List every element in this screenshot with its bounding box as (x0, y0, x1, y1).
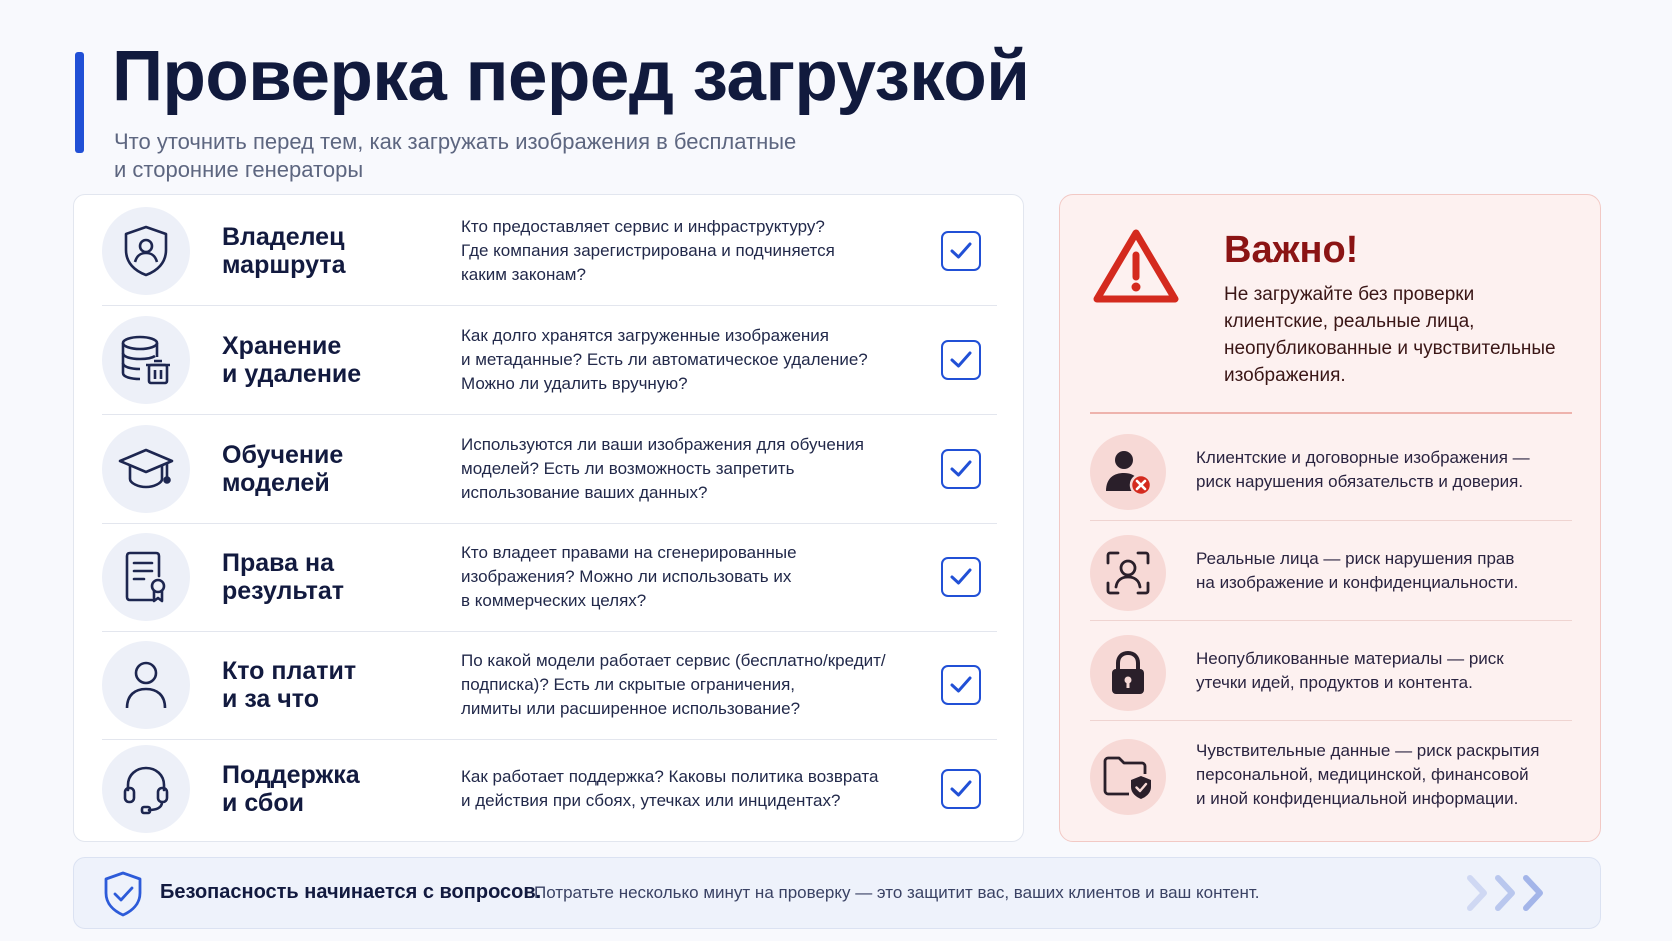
checklist-row-storage (102, 306, 997, 414)
row-desc-line: в коммерческих целях? (461, 591, 647, 610)
risk-text-line: персональной, медицинской, финансовой (1196, 765, 1529, 784)
warning-triangle-icon (1092, 227, 1180, 310)
folder-shield-icon (1090, 739, 1166, 815)
risk-item-unpublished (1090, 621, 1572, 721)
row-checkbox[interactable] (941, 557, 981, 597)
checklist-row-owner (102, 197, 997, 305)
check-icon (949, 675, 973, 695)
row-desc-line: моделей? Есть ли возможность запретить (461, 459, 795, 478)
banner-headline: Безопасность начинается с вопросов. (160, 881, 542, 903)
page-subtitle (114, 128, 934, 184)
graduation-cap-icon (102, 425, 190, 513)
check-icon (949, 350, 973, 370)
row-desc-line: Используются ли ваши изображения для обучения (461, 435, 864, 454)
row-desc-line: По какой модели работает сервис (бесплатно/кредит/ (461, 651, 886, 670)
row-desc-line: Кто владеет правами на сгенерированные (461, 543, 797, 562)
risk-text (1196, 725, 1566, 825)
row-description (461, 631, 901, 739)
row-description (461, 735, 901, 843)
row-desc-line: Можно ли удалить вручную? (461, 374, 688, 393)
row-title (222, 306, 452, 414)
risk-divider (1090, 720, 1572, 721)
row-checkbox[interactable] (941, 449, 981, 489)
row-desc-line: Где компания зарегистрирована и подчиняется (461, 241, 835, 260)
shield-check-icon (102, 870, 144, 923)
row-title-line: и за что (222, 685, 319, 713)
checklist-row-support (102, 735, 997, 843)
chevrons-right-icon (1464, 872, 1554, 914)
checklist-row-training (102, 415, 997, 523)
row-desc-line: лимиты или расширенное использование? (461, 699, 801, 718)
warning-text-line: клиентские, реальные лица, (1224, 311, 1475, 332)
row-checkbox[interactable] (941, 340, 981, 380)
user-icon (102, 641, 190, 729)
risk-text (1196, 420, 1566, 520)
row-title-line: Владелец (222, 223, 345, 251)
checklist-row-payment (102, 631, 997, 739)
checklist-row-rights (102, 523, 997, 631)
warning-text-line: Не загружайте без проверки (1224, 284, 1475, 305)
warning-text-line: изображения. (1224, 365, 1346, 386)
row-title-line: Права на результат (222, 549, 344, 605)
risk-text-line: Чувствительные данные — риск раскрытия (1196, 741, 1540, 760)
row-title-line: Хранение (222, 332, 342, 360)
row-title (222, 523, 452, 631)
row-title (222, 631, 452, 739)
row-description (461, 523, 901, 631)
checklist-card (73, 194, 1024, 842)
row-desc-line: каким законам? (461, 265, 586, 284)
headset-icon (102, 745, 190, 833)
row-title (222, 735, 452, 843)
page-title: Проверка перед загрузкой (112, 37, 1030, 116)
warning-card (1059, 194, 1601, 842)
row-desc-line: использование ваших данных? (461, 483, 708, 502)
warning-title: Важно! (1224, 229, 1359, 271)
banner-text: Потратьте несколько минут на проверку — это защитит вас, ваших клиентов и ваш контент. (534, 883, 1260, 902)
risk-text (1196, 621, 1566, 721)
risk-text-line: Клиентские и договорные изображения — (1196, 448, 1530, 467)
row-description (461, 415, 901, 523)
risk-text-line: на изображение и конфиденциальности. (1196, 573, 1519, 592)
row-title-line: и удаление (222, 360, 362, 388)
certificate-icon (102, 533, 190, 621)
row-title-line: маршрута (222, 251, 346, 279)
row-desc-line: Как долго хранятся загруженные изображения (461, 326, 829, 345)
check-icon (949, 567, 973, 587)
risk-text-line: и иной конфиденциальной информации. (1196, 789, 1519, 808)
row-checkbox[interactable] (941, 769, 981, 809)
user-blocked-icon (1090, 434, 1166, 510)
row-title-line: Поддержка (222, 761, 360, 789)
row-checkbox[interactable] (941, 231, 981, 271)
title-accent-bar (75, 52, 84, 153)
check-icon (949, 779, 973, 799)
row-desc-line: Как работает поддержка? Каковы политика возврата (461, 767, 879, 786)
risk-text-line: риск нарушения обязательств и доверия. (1196, 472, 1524, 491)
database-delete-icon (102, 316, 190, 404)
subtitle-line: Что уточнить перед тем, как загружать изображения в бесплатные (114, 129, 797, 154)
row-desc-line: и действия при сбоях, утечках или инцидентах? (461, 791, 841, 810)
risk-text-line: Неопубликованные материалы — риск (1196, 649, 1504, 668)
shield-user-icon (102, 207, 190, 295)
row-title-line: и сбои (222, 789, 304, 817)
check-icon (949, 241, 973, 261)
risk-text-line: утечки идей, продуктов и контента. (1196, 673, 1473, 692)
subtitle-line: и сторонние генераторы (114, 157, 364, 182)
row-description (461, 197, 901, 305)
footer-banner (73, 857, 1601, 929)
risk-item-client (1090, 420, 1572, 520)
row-title (222, 415, 452, 523)
row-desc-line: изображения? Можно ли использовать их (461, 567, 792, 586)
risk-text-line: Реальные лица — риск нарушения прав (1196, 549, 1515, 568)
check-icon (949, 459, 973, 479)
warning-text (1224, 281, 1584, 389)
row-desc-line: и метаданные? Есть ли автоматическое удаление? (461, 350, 868, 369)
lock-icon (1090, 635, 1166, 711)
risk-text (1196, 521, 1566, 621)
warning-text-line: неопубликованные и чувствительные (1224, 338, 1556, 359)
row-title (222, 197, 452, 305)
face-scan-icon (1090, 535, 1166, 611)
row-checkbox[interactable] (941, 665, 981, 705)
warning-divider (1090, 412, 1572, 414)
row-desc-line: подписка)? Есть ли скрытые ограничения, (461, 675, 796, 694)
row-description (461, 306, 901, 414)
risk-item-sensitive (1090, 725, 1572, 825)
row-desc-line: Кто предоставляет сервис и инфраструктуру? (461, 217, 825, 236)
row-title-line: Обучение моделей (222, 441, 344, 497)
row-title-line: Кто платит (222, 657, 357, 685)
risk-item-faces (1090, 521, 1572, 621)
